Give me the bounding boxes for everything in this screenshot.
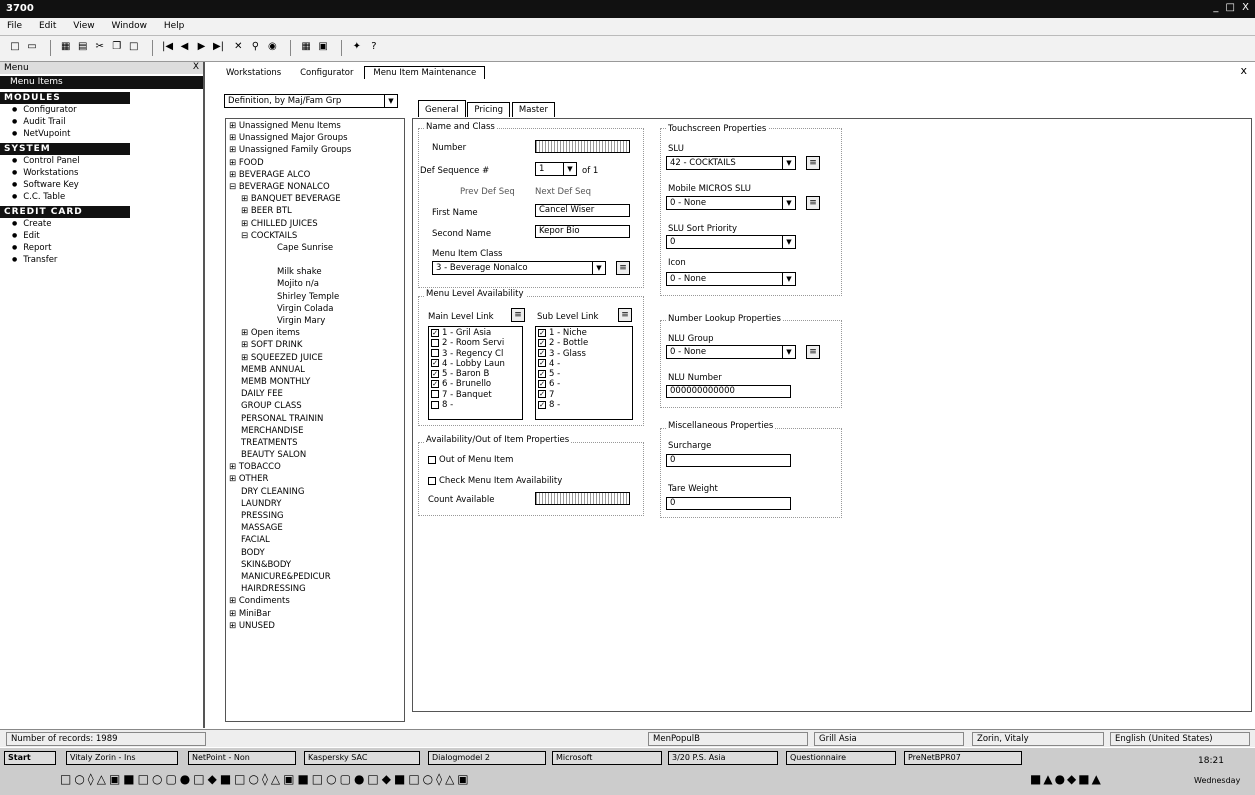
number-field[interactable] [535, 140, 630, 153]
taskbar-item[interactable]: Kaspersky SAC [304, 751, 420, 765]
def-sequence-select[interactable]: 1 ▼ [535, 162, 577, 176]
tree-leaf[interactable]: BODY [241, 547, 265, 558]
sub-level-item[interactable]: ✓ 6 - [539, 379, 561, 390]
section-modules[interactable]: MODULES [0, 92, 130, 104]
status-user: Zorin, Vitaly [972, 732, 1104, 746]
quick-launch-icons[interactable]: □○◊△▣■□○▢●□◆■□○◊△▣■□○▢●□◆■□○◊△▣ [60, 772, 472, 786]
second-name-input[interactable]: Kepor Bio [535, 225, 630, 238]
def-sequence-of: of 1 [582, 166, 599, 176]
tree-node[interactable]: ⊞ FOOD [229, 157, 264, 168]
number-label: Number [432, 143, 467, 153]
out-of-menu-checkbox[interactable]: Out of Menu Item [428, 455, 513, 465]
checkbox[interactable] [431, 349, 439, 357]
section-credit-card[interactable]: CREDIT CARD [0, 206, 130, 218]
taskbar-item[interactable]: PreNetBPR07 [904, 751, 1022, 765]
tree-node[interactable]: ⊞ Unassigned Family Groups [229, 145, 352, 156]
navigation-pane [0, 62, 205, 728]
nlu-number-label: NLU Number [668, 373, 722, 383]
nav-audit-trail[interactable]: ● Audit Trail [0, 116, 203, 128]
checkbox[interactable]: ✓ [432, 379, 438, 388]
icon-select[interactable]: 0 - None ▼ [666, 272, 796, 286]
checkbox[interactable] [431, 401, 439, 409]
nav-control-panel[interactable]: ● Control Panel [0, 155, 203, 167]
new-icon[interactable]: □ [10, 41, 20, 52]
main-level-item[interactable]: 7 - Banquet [431, 390, 520, 400]
group-title: Number Lookup Properties [668, 314, 781, 324]
close-icon[interactable]: X [192, 62, 199, 72]
main-level-lookup-icon[interactable]: ≡ [511, 308, 525, 322]
prev-def-seq-button[interactable]: Prev Def Seq [460, 187, 515, 197]
mobile-slu-label: Mobile MICROS SLU [668, 184, 751, 194]
tare-weight-input[interactable]: 0 [666, 497, 791, 510]
tree-node[interactable]: ⊞ MiniBar [229, 608, 271, 619]
sub-level-item[interactable]: ✓ 2 - Bottle [539, 338, 589, 349]
status-language: English (United States) [1110, 732, 1250, 746]
surcharge-label: Surcharge [668, 441, 712, 451]
status-server: MenPopulB [648, 732, 808, 746]
window-controls[interactable]: _ □ X [1213, 2, 1251, 13]
group-title: Menu Level Availability [426, 289, 524, 299]
slu-select[interactable]: 42 - COCKTAILS ▼ [666, 156, 796, 170]
paste-icon[interactable]: □ [129, 41, 139, 52]
nav-software-key[interactable]: ● Software Key [0, 179, 203, 191]
nav-report[interactable]: ● Report [0, 242, 203, 254]
main-level-list [428, 326, 523, 420]
main-level-item[interactable]: ✓ 1 - Gril Asia [432, 328, 492, 338]
main-level-item[interactable]: 3 - Regency Cl [431, 349, 520, 359]
sub-level-item[interactable]: ✓ 4 - [539, 358, 561, 369]
sub-level-item[interactable]: ✓ 8 - [539, 400, 561, 411]
mobile-slu-lookup-icon[interactable]: ≡ [806, 196, 820, 210]
nav-cc-table[interactable]: ● C.C. Table [0, 191, 203, 203]
clock: 18:21 [1198, 756, 1224, 766]
window-title-bar [0, 0, 1255, 18]
sub-level-item[interactable]: ✓ 5 - [539, 369, 561, 380]
prev-record-icon[interactable]: ◀ [180, 41, 189, 52]
checkbox[interactable]: ✓ [539, 379, 545, 388]
nlu-group-select[interactable]: 0 - None ▼ [666, 345, 796, 359]
tab-configurator[interactable]: Configurator [300, 68, 354, 78]
menu-help[interactable]: Help [163, 21, 185, 31]
sub-level-lookup-icon[interactable]: ≡ [618, 308, 632, 322]
touchscreen-group [660, 128, 842, 296]
icon-label: Icon [668, 258, 686, 268]
nav-selected-item[interactable]: Menu Items [0, 76, 203, 89]
first-name-input[interactable]: Cancel Wiser [535, 204, 630, 217]
print-icon[interactable]: ▤ [78, 41, 88, 52]
tree-leaf[interactable]: SKIN&BODY [241, 559, 292, 570]
tree-node[interactable]: ⊟ COCKTAILS [241, 230, 298, 241]
delete-icon[interactable]: ✕ [234, 41, 243, 52]
menu-item-class-label: Menu Item Class [432, 249, 503, 259]
nlu-group-label: NLU Group [668, 334, 714, 344]
first-record-icon[interactable]: |◀ [161, 41, 174, 52]
toolbar [0, 36, 1255, 62]
tab-pricing[interactable]: Pricing [467, 102, 510, 117]
clock-day: Wednesday [1194, 776, 1241, 785]
tree-leaf[interactable]: DAILY FEE [241, 389, 283, 400]
taskbar-item[interactable]: Dialogmodel 2 [428, 751, 546, 765]
start-button[interactable]: Start [4, 751, 56, 765]
document-tabs [218, 66, 485, 80]
tree-leaf-selected[interactable] [229, 255, 401, 267]
count-available-label: Count Available [428, 495, 495, 505]
sub-level-label: Sub Level Link [537, 312, 599, 322]
tree-node[interactable]: ⊞ BEER BTL [241, 206, 292, 217]
menu-view[interactable]: View [73, 21, 95, 31]
menu-item-tree [225, 118, 405, 722]
section-system[interactable]: SYSTEM [0, 143, 130, 155]
checkbox[interactable]: ✓ [432, 369, 438, 378]
tree-leaf[interactable]: BEAUTY SALON [241, 450, 307, 461]
wizard-icon[interactable]: ✦ [352, 41, 362, 52]
taskbar-item[interactable]: 3/20 P.S. Asia [668, 751, 778, 765]
save-icon[interactable]: ▦ [61, 41, 71, 52]
tree-leaf[interactable]: MEMB MONTHLY [241, 376, 311, 387]
tree-leaf[interactable]: MASSAGE [241, 523, 283, 534]
tree-leaf[interactable]: TREATMENTS [241, 437, 298, 448]
nav-netvupoint[interactable]: ● NetVupoint [0, 128, 203, 140]
tree-leaf[interactable]: PRESSING [241, 511, 284, 521]
main-level-item[interactable]: 8 - [431, 400, 520, 410]
slu-label: SLU [668, 144, 684, 154]
checkbox[interactable]: ✓ [539, 328, 545, 337]
menu-window[interactable]: Window [111, 21, 147, 31]
taskbar-item[interactable]: Questionnaire [786, 751, 896, 765]
tab-master[interactable]: Master [512, 102, 555, 117]
nav-edit[interactable]: ● Edit [0, 230, 203, 242]
taskbar-item[interactable]: Microsoft [552, 751, 662, 765]
sub-level-item[interactable]: ✓ 1 - Niche [539, 328, 587, 338]
sub-level-item[interactable]: ✓ 3 - Glass [539, 348, 586, 359]
copy-icon[interactable]: ❐ [112, 41, 122, 52]
slu-lookup-icon[interactable]: ≡ [806, 156, 820, 170]
tray-icons[interactable]: ■▲●◆■▲ [1030, 772, 1103, 786]
tree-leaf[interactable]: MERCHANDISE [241, 425, 304, 436]
help-icon[interactable]: ? [371, 41, 377, 52]
tab-workstations[interactable]: Workstations [226, 68, 282, 78]
tree-leaf[interactable]: Virgin Mary [277, 316, 326, 326]
checkbox[interactable]: ✓ [539, 369, 545, 378]
tree-node[interactable]: ⊞ BEVERAGE ALCO [229, 169, 311, 180]
tree-node[interactable]: ⊞ CHILLED JUICES [241, 218, 318, 229]
checkbox[interactable] [431, 339, 439, 347]
group-title: Miscellaneous Properties [668, 421, 774, 431]
def-sequence-label: Def Sequence # [420, 166, 490, 176]
checkbox[interactable]: ✓ [539, 338, 545, 347]
search-icon[interactable]: ⚲ [251, 41, 260, 52]
nav-transfer[interactable]: ● Transfer [0, 254, 203, 266]
cut-icon[interactable]: ✂ [95, 41, 104, 52]
tree-node[interactable]: ⊞ Unassigned Major Groups [229, 133, 348, 144]
tree-leaf[interactable]: DRY CLEANING [241, 486, 305, 497]
nlu-number-input[interactable]: 000000000000 [666, 385, 791, 398]
main-level-item[interactable]: ✓ 4 - Lobby Laun [432, 358, 505, 369]
tree-leaf[interactable]: Virgin Colada [277, 303, 334, 314]
nav-configurator[interactable]: ● Configurator [0, 104, 203, 116]
tree-leaf[interactable]: MANICURE&PEDICUR [241, 571, 331, 582]
nav-create[interactable]: ● Create [0, 218, 203, 230]
tree-node[interactable]: ⊞ Unassigned Menu Items [229, 121, 341, 131]
main-level-label: Main Level Link [428, 312, 494, 322]
tree-leaf[interactable]: Mojito n/a [277, 279, 319, 290]
next-record-icon[interactable]: ▶ [197, 41, 206, 52]
last-record-icon[interactable]: ▶| [212, 41, 225, 52]
tree-leaf[interactable]: PERSONAL TRAININ [241, 413, 324, 424]
binoculars-icon[interactable]: ◉ [268, 41, 277, 52]
nlu-group-lookup-icon[interactable]: ≡ [806, 345, 820, 359]
slu-sort-select[interactable]: 0 ▼ [666, 235, 796, 249]
tree-leaf[interactable]: HAIRDRESSING [241, 584, 306, 595]
second-name-label: Second Name [432, 229, 492, 239]
sub-level-list [535, 326, 633, 420]
main-level-item[interactable]: ✓ 5 - Baron B [432, 369, 490, 380]
tree-leaf[interactable]: GROUP CLASS [241, 401, 302, 412]
checkbox[interactable]: ✓ [539, 349, 545, 358]
main-level-item[interactable]: ✓ 6 - Brunello [432, 379, 492, 390]
checkbox[interactable]: ✓ [432, 359, 438, 368]
tree-node[interactable]: ⊞ Condiments [229, 596, 290, 607]
check-availability-checkbox[interactable]: Check Menu Item Availability [428, 476, 562, 486]
group-title: Name and Class [426, 122, 495, 132]
window-title: 3700 [6, 3, 34, 14]
group-title: Availability/Out of Item Properties [426, 435, 570, 445]
detail-tabs [418, 100, 554, 117]
sub-level-item[interactable]: ✓ 7 [539, 389, 555, 400]
checkbox[interactable]: ✓ [432, 328, 438, 337]
tree-node[interactable]: ⊞ SOFT DRINK [241, 340, 303, 351]
open-icon[interactable]: ▭ [27, 41, 37, 52]
tree-node[interactable]: ⊞ Open items [241, 328, 300, 339]
table-icon[interactable]: ▦ [301, 41, 311, 52]
checkbox[interactable] [431, 390, 439, 398]
next-def-seq-button[interactable]: Next Def Seq [535, 187, 591, 197]
tree-node[interactable]: ⊞ UNUSED [229, 620, 275, 631]
count-available-input[interactable] [535, 492, 630, 505]
tree-leaf[interactable]: Cape Sunrise [277, 242, 334, 253]
tare-weight-label: Tare Weight [668, 484, 718, 494]
form-icon[interactable]: ▣ [318, 41, 328, 52]
nav-header: Menu X [0, 62, 203, 74]
menu-bar [0, 18, 1255, 36]
taskbar-item[interactable]: Vitaly Zorin - Ins [66, 751, 178, 765]
tree-leaf[interactable]: FACIAL [241, 535, 270, 546]
group-title: Touchscreen Properties [668, 124, 767, 134]
menu-edit[interactable]: Edit [38, 21, 57, 31]
checkbox[interactable]: ✓ [539, 359, 545, 368]
tree-node[interactable]: ⊟ BEVERAGE NONALCO [229, 181, 330, 192]
slu-sort-label: SLU Sort Priority [668, 224, 738, 234]
tree-leaf[interactable]: Shirley Temple [277, 291, 340, 302]
tree-node[interactable]: ⊞ TOBACCO [229, 462, 281, 473]
main-level-item[interactable]: 2 - Room Servi [431, 338, 520, 348]
status-bar [0, 729, 1255, 747]
tree-node[interactable]: ⊞ SQUEEZED JUICE [241, 352, 323, 363]
menu-item-class-select[interactable]: 3 - Beverage Nonalco ▼ [432, 261, 606, 275]
tree-node[interactable]: ⊞ BANQUET BEVERAGE [241, 194, 341, 205]
status-revenue-center: Grill Asia [814, 732, 964, 746]
tab-general[interactable]: General [418, 100, 466, 117]
checkbox[interactable]: ✓ [539, 390, 545, 399]
record-count: Number of records: 1989 [6, 732, 206, 746]
menu-item-class-lookup-icon[interactable]: ≡ [616, 261, 630, 275]
tree-leaf[interactable]: Milk shake [277, 267, 322, 278]
tree-node[interactable]: ⊞ OTHER [229, 474, 269, 485]
taskbar [0, 747, 1255, 795]
surcharge-input[interactable]: 0 [666, 454, 791, 467]
taskbar-item[interactable]: NetPoint - Non [188, 751, 296, 765]
first-name-label: First Name [432, 208, 478, 218]
close-document-icon[interactable]: x [1240, 64, 1247, 77]
tab-menu-item-maintenance[interactable]: Menu Item Maintenance [364, 66, 485, 79]
mobile-slu-select[interactable]: 0 - None ▼ [666, 196, 796, 210]
tree-leaf[interactable]: MEMB ANNUAL [241, 364, 305, 375]
tree-filter-select[interactable]: Definition, by Maj/Fam Grp ▼ [224, 94, 398, 108]
tree-leaf[interactable]: LAUNDRY [241, 498, 282, 509]
checkbox[interactable]: ✓ [539, 400, 545, 409]
nav-workstations[interactable]: ● Workstations [0, 167, 203, 179]
menu-file[interactable]: File [7, 21, 23, 31]
